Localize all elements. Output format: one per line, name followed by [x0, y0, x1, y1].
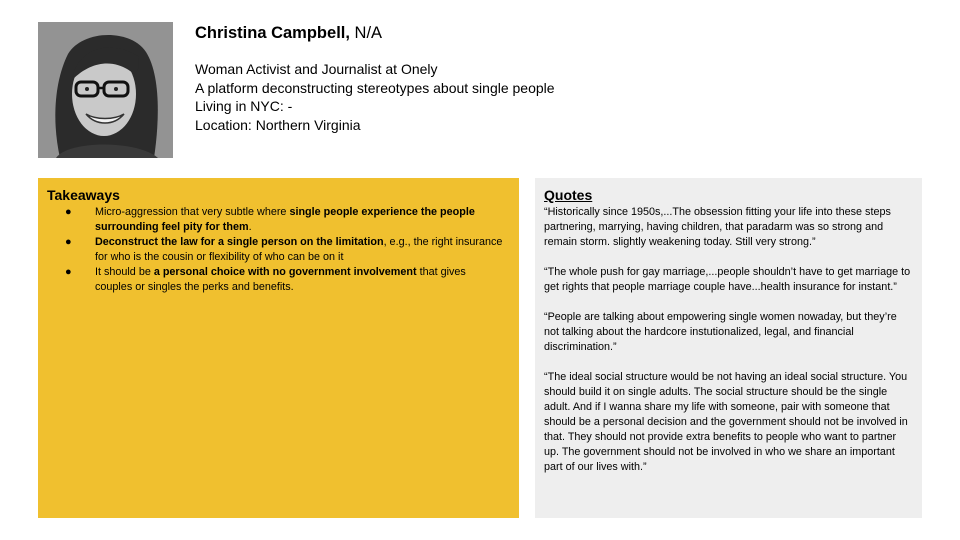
profile-name-suffix: N/A	[349, 24, 383, 42]
takeaway-text: .	[248, 221, 252, 233]
takeaway-item	[47, 235, 510, 265]
bullet-icon: ●	[65, 236, 72, 248]
takeaways-title: Takeaways	[47, 187, 120, 203]
profile-role: Woman Activist and Journalist at Onely	[195, 61, 438, 77]
quote-item: “People are talking about empowering single women nowaday, but they’re not talking about the hardcore instutionalized, legal, and financial discrimination.”	[544, 311, 897, 353]
takeaway-emphasis: a personal choice with no government involvement	[153, 266, 417, 278]
profile-living: Living in NYC: -	[195, 98, 293, 114]
profile-description: A platform deconstructing stereotypes about single people	[195, 79, 555, 96]
takeaway-emphasis: single people experience the people surrounding feel pity for them	[95, 206, 475, 233]
takeaway-text: It should be	[95, 266, 154, 278]
bullet-icon: ●	[65, 266, 72, 278]
profile-name-line	[195, 22, 795, 44]
bullet-icon: ●	[65, 206, 72, 218]
quote-item: “The whole push for gay marriage,...people shouldn’t have to get marriage to get rights that people marriage couple have...health insurance for instant.”	[544, 266, 911, 293]
takeaway-item	[47, 265, 510, 295]
profile-photo-image	[38, 22, 173, 158]
takeaway-text: that gives couples or singles the perks and benefits.	[95, 266, 466, 293]
profile-location: Location: Northern Virginia	[195, 116, 361, 133]
takeaway-item	[47, 205, 510, 235]
takeaway-text: , e.g., the right insurance for who is the cousin or flexibility of who can be on it	[95, 236, 503, 263]
quotes-title: Quotes	[544, 187, 593, 203]
takeaways-list	[47, 205, 510, 295]
quotes-panel	[535, 178, 922, 518]
quote-item: “The ideal social structure would be not having an ideal social structure. You should build it on single adults. The social structure should be the single adult. And if I wanna share my life with someone, pair with someone that should be a personal decision and the government should not be involved in that. They should not provide extra benefits to people who want to partner up. The government should not be involved in who we share an important part of our lives with.”	[544, 371, 908, 473]
takeaway-emphasis: Deconstruct the law for a single person on the limitation	[95, 236, 384, 248]
takeaways-panel	[38, 178, 519, 518]
profile-info	[195, 22, 795, 134]
quote-item: “Historically since 1950s,...The obsession fitting your life into these steps partnering, marrying, having children, that paradarm was so strong and remain storm. slightly weakening today. Still very strong.”	[544, 206, 891, 248]
profile-name: Christina Campbell,	[195, 24, 350, 42]
takeaway-text: Micro-aggression that very subtle where	[95, 206, 290, 218]
profile-photo	[38, 22, 173, 158]
